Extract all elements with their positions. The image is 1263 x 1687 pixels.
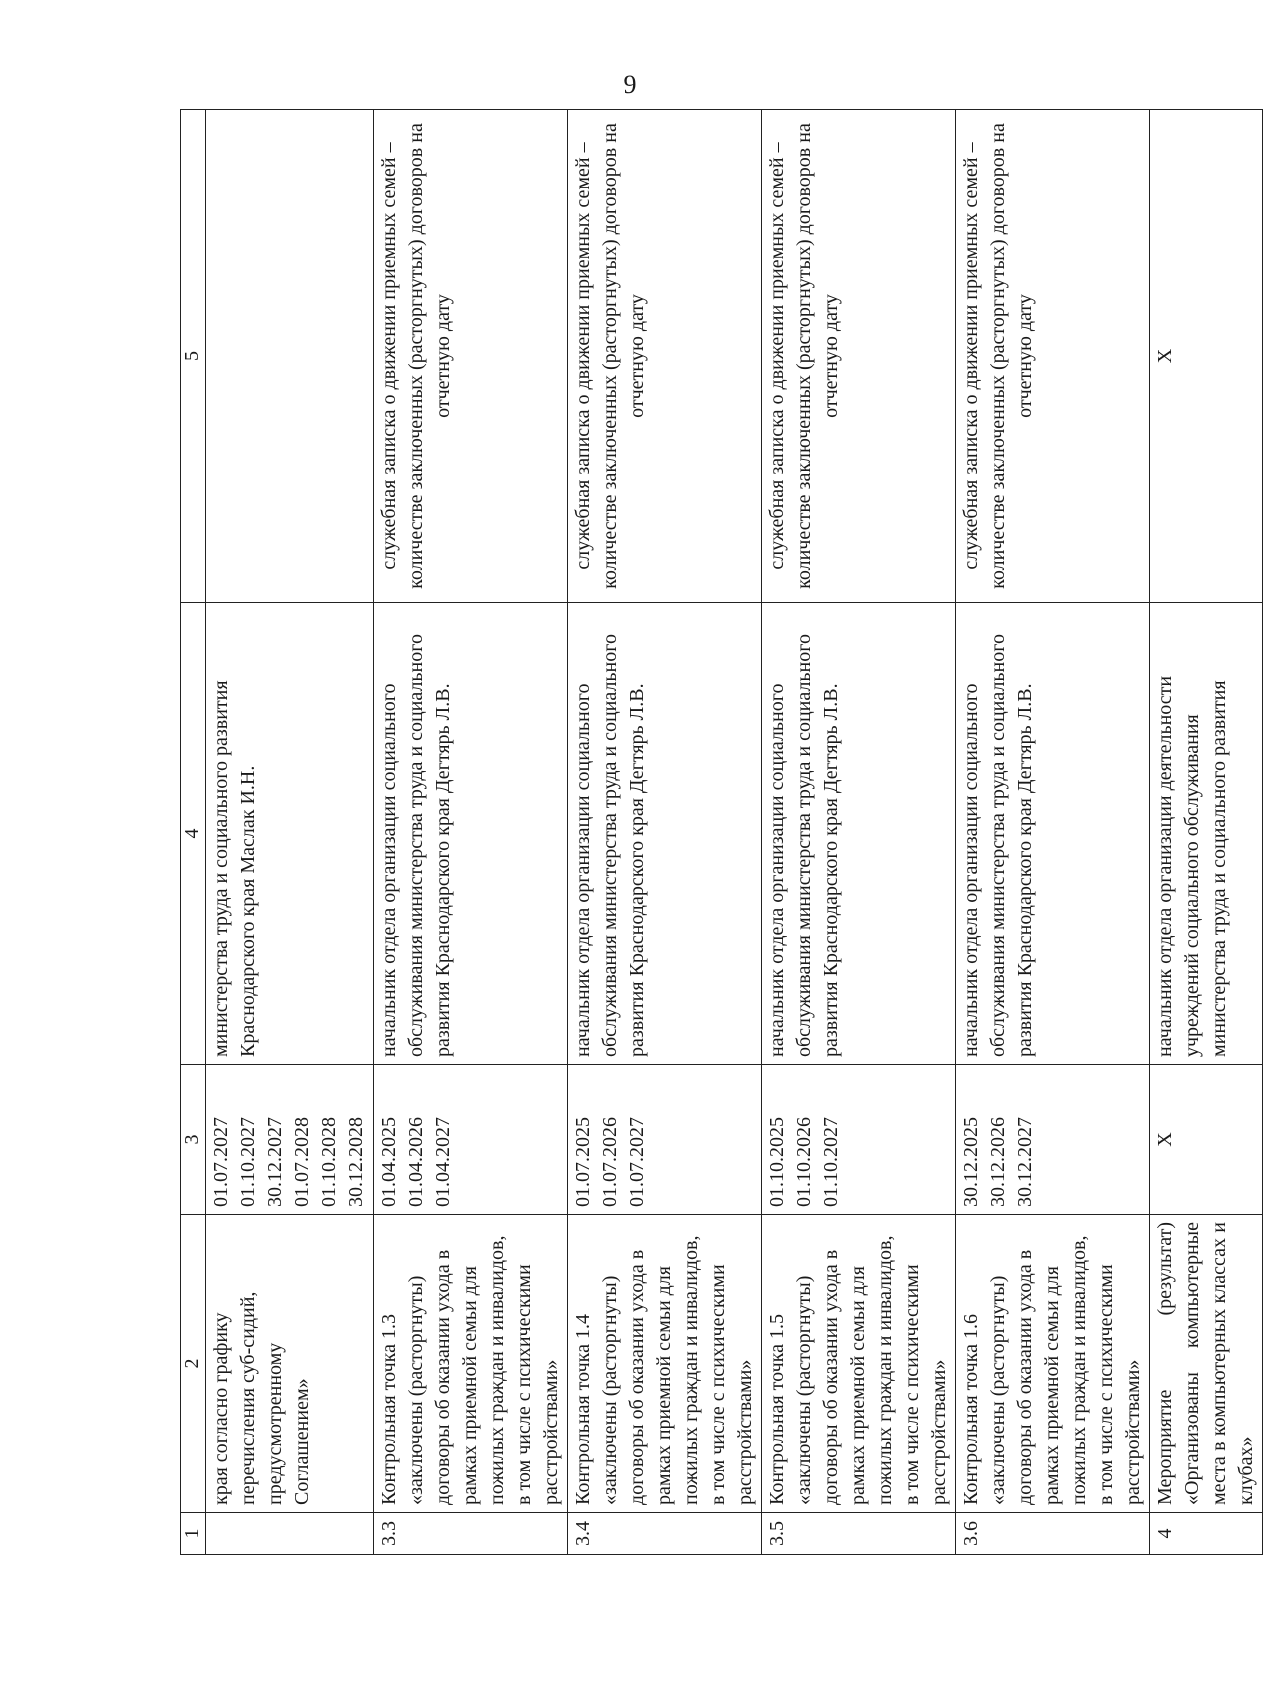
dates-cell	[762, 1065, 956, 1215]
table-row	[206, 110, 374, 1555]
document-cell: служебная записка о движении приемных семей – количестве заключенных (расторгнутых) договоров на отчетную дату	[374, 110, 568, 603]
responsible-cell: начальник отдела организации социального обслуживания министерства труда и социального развития Краснодарского края Дегтярь Л.В.	[956, 603, 1150, 1065]
header-cell: 3	[181, 1065, 206, 1215]
dates-cell	[206, 1065, 374, 1215]
table-row	[1150, 110, 1263, 1555]
plan-table	[180, 109, 1263, 1555]
date-item: 01.04.2026	[405, 1117, 427, 1207]
header-cell: 1	[181, 1513, 206, 1555]
responsible-cell: начальник отдела организации деятельности учреждений социального обслуживания министерства труда и социального развития	[1150, 603, 1263, 1065]
date-item: 30.12.2026	[987, 1117, 1009, 1207]
date-item: 01.07.2025	[572, 1117, 594, 1207]
date-item: 01.10.2027	[237, 1117, 259, 1207]
table-row	[956, 110, 1150, 1555]
date-item: 01.10.2025	[766, 1117, 788, 1207]
event-cell: Контрольная точка 1.6 «заключены (расторгнуты) договоры об оказании ухода в рамках приемной семьи для пожилых граждан и инвалидов, в том числе с психическими расстройствами»	[956, 1215, 1150, 1513]
row-number: 4	[1150, 1513, 1263, 1555]
date-item: 01.07.2027	[626, 1117, 648, 1207]
date-item: 01.07.2028	[291, 1117, 313, 1207]
event-cell: Контрольная точка 1.4 «заключены (расторгнуты) договоры об оказании ухода в рамках приемной семьи для пожилых граждан и инвалидов, в том числе с психическими расстройствами»	[568, 1215, 762, 1513]
table-row	[568, 110, 762, 1555]
date-item: 01.07.2026	[599, 1117, 621, 1207]
header-cell: 4	[181, 603, 206, 1065]
document-cell: служебная записка о движении приемных семей – количестве заключенных (расторгнутых) договоров на отчетную дату	[568, 110, 762, 603]
responsible-cell: начальник отдела организации социального обслуживания министерства труда и социального развития Краснодарского края Дегтярь Л.В.	[568, 603, 762, 1065]
dates-cell: X	[1150, 1065, 1263, 1215]
row-number: 3.5	[762, 1513, 956, 1555]
date-item: 30.12.2028	[345, 1117, 367, 1207]
rotated-table-container	[180, 110, 1257, 1555]
page-number: 9	[623, 70, 637, 99]
event-cell: Мероприятие (результат) «Организованы компьютерные места в компьютерных классах и клубах»	[1150, 1215, 1263, 1513]
date-item: 01.10.2027	[820, 1117, 842, 1207]
date-item: 30.12.2025	[960, 1117, 982, 1207]
date-item: 01.10.2028	[318, 1117, 340, 1207]
date-item: 30.12.2027	[264, 1117, 286, 1207]
date-item: 01.04.2025	[378, 1117, 400, 1207]
document-cell: служебная записка о движении приемных семей – количестве заключенных (расторгнутых) договоров на отчетную дату	[762, 110, 956, 603]
date-item: 30.12.2027	[1014, 1117, 1036, 1207]
responsible-cell: начальник отдела организации социального обслуживания министерства труда и социального развития Краснодарского края Дегтярь Л.В.	[374, 603, 568, 1065]
row-number: 3.6	[956, 1513, 1150, 1555]
row-number: 3.4	[568, 1513, 762, 1555]
document-cell: X	[1150, 110, 1263, 603]
header-row	[181, 110, 206, 1555]
row-number: 3.3	[374, 1513, 568, 1555]
header-cell: 5	[181, 110, 206, 603]
dates-cell	[568, 1065, 762, 1215]
document-cell	[206, 110, 374, 603]
row-number	[206, 1513, 374, 1555]
date-item: 01.10.2026	[793, 1117, 815, 1207]
event-cell: Контрольная точка 1.5 «заключены (расторгнуты) договоры об оказании ухода в рамках приемной семьи для пожилых граждан и инвалидов, в том числе с психическими расстройствами»	[762, 1215, 956, 1513]
document-cell: служебная записка о движении приемных семей – количестве заключенных (расторгнутых) договоров на отчетную дату	[956, 110, 1150, 603]
date-item: 01.07.2027	[210, 1117, 232, 1207]
header-cell: 2	[181, 1215, 206, 1513]
dates-cell	[956, 1065, 1150, 1215]
event-cell: края согласно графику перечисления суб-сидий, предусмотренному Соглашением»	[206, 1215, 374, 1513]
table-row	[374, 110, 568, 1555]
responsible-cell: начальник отдела организации социального обслуживания министерства труда и социального развития Краснодарского края Дегтярь Л.В.	[762, 603, 956, 1065]
date-item: 01.04.2027	[432, 1117, 454, 1207]
responsible-cell: министерства труда и социального развития Краснодарского края Маслак И.Н.	[206, 603, 374, 1065]
table-row	[762, 110, 956, 1555]
event-cell: Контрольная точка 1.3 «заключены (расторгнуты) договоры об оказании ухода в рамках приемной семьи для пожилых граждан и инвалидов, в том числе с психическими расстройствами»	[374, 1215, 568, 1513]
dates-cell	[374, 1065, 568, 1215]
